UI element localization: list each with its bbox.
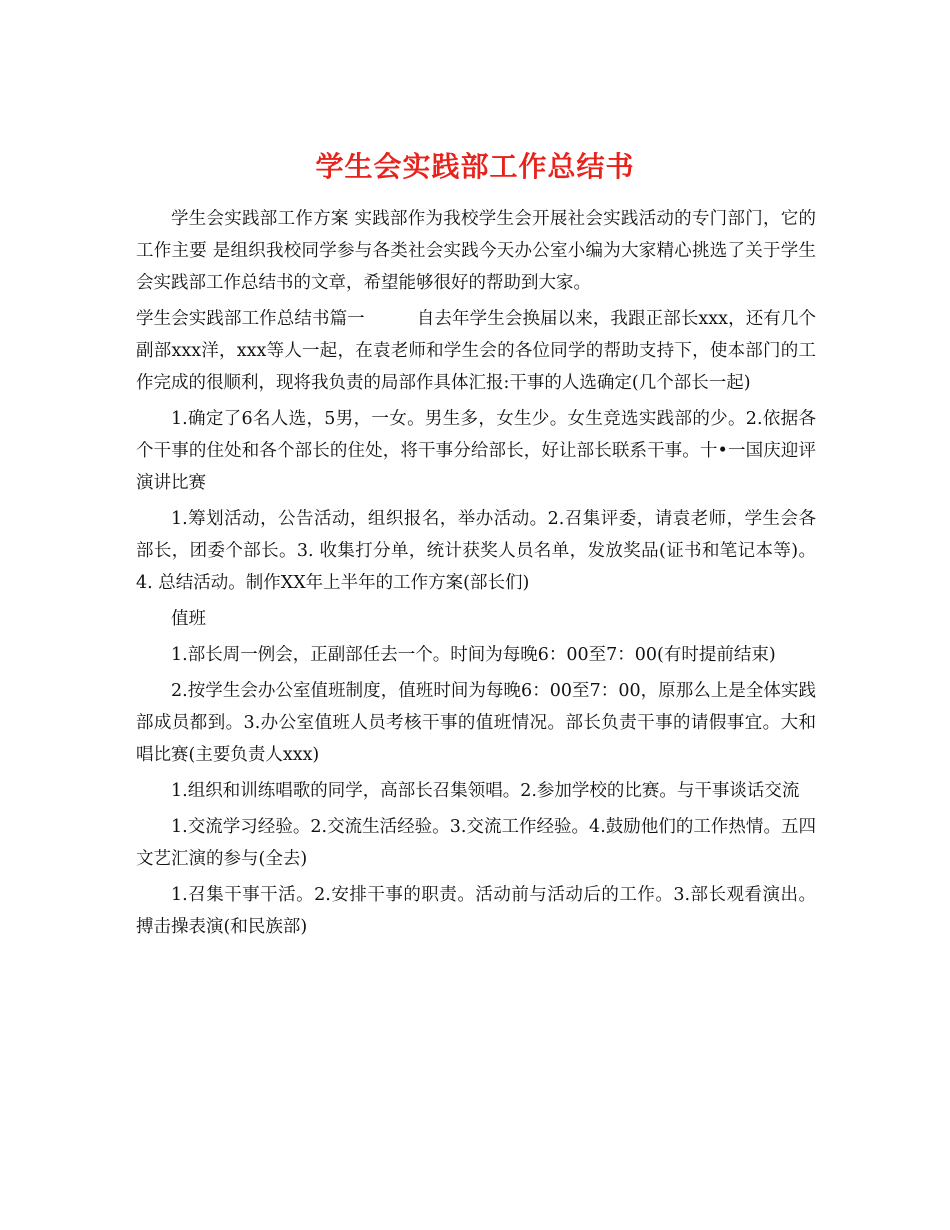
document-body [136, 203, 816, 947]
paragraph-chorus: 1.组织和训练唱歌的同学，高部长召集领唱。2.参加学校的比赛。与干事谈话交流 [171, 781, 800, 801]
paragraph-speech-contest: 1.筹划活动，公告活动，组织报名，举办活动。2.召集评委，请袁老师，学生会各部长，团委个部长。3. 收集打分单，统计获奖人员名单，发放奖品(证书和笔记本等)。4. 总结活动。制作XX年上半年的工作方案(部长们) [136, 509, 816, 593]
paragraph-weekly-meeting: 1.部长周一例会，正副部任去一个。时间为每晚6：00至7：00(有时提前结束) [171, 645, 776, 665]
paragraph-duty-system: 2.按学生会办公室值班制度，值班时间为每晚6：00至7：00，原那么上是全体实践部成员都到。3.办公室值班人员考核干事的值班情况。部长负责干事的请假事宜。大和唱比赛(主要负责人xxx) [136, 681, 816, 765]
section-one-heading: 学生会实践部工作总结书篇一 [136, 309, 365, 329]
paragraph-selection: 1.确定了6名人选，5男，一女。男生多，女生少。女生竞选实践部的少。2.依据各个干事的住处和各个部长的住处，将干事分给部长，好让部长联系干事。十•一国庆迎评演讲比赛 [136, 409, 816, 493]
paragraph-performance: 1.召集干事干活。2.安排干事的职责。活动前与活动后的工作。3.部长观看演出。搏击操表演(和民族部) [136, 885, 816, 937]
paragraph-duty-heading: 值班 [171, 609, 206, 629]
paragraph-exchange: 1.交流学习经验。2.交流生活经验。3.交流工作经验。4.鼓励他们的工作热情。五四文艺汇演的参与(全去) [136, 817, 816, 869]
section-one-text: 自去年学生会换届以来，我跟正部长xxx，还有几个副部xxx洋，xxx等人一起，在袁老师和学生会的各位同学的帮助支持下，使本部门的工作完成的很顺利，现将我负责的局部作具体汇报:干事的人选确定(几个部长一起) [136, 309, 817, 393]
document-title: 学生会实践部工作总结书 [315, 149, 635, 183]
section-one-paragraph [136, 303, 816, 399]
intro-paragraph: 学生会实践部工作方案 实践部作为我校学生会开展社会实践活动的专门部门，它的工作主要 是组织我校同学参与各类社会实践今天办公室小编为大家精心挑选了关于学生会实践部工作总结书的文章，希望能够很好的帮助到大家。 [136, 209, 816, 293]
